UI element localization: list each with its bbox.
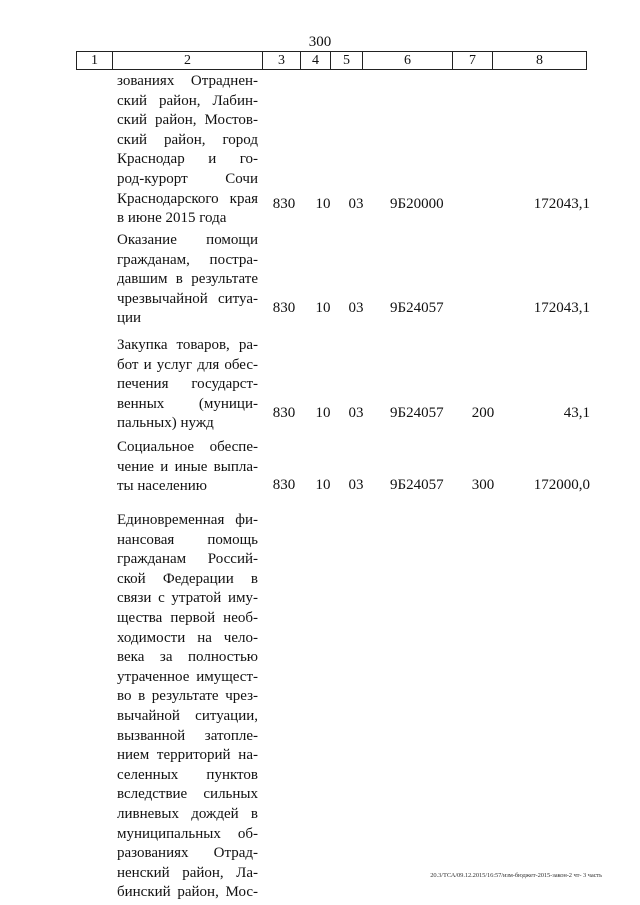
description-line: бинский район, Мос- <box>117 884 258 901</box>
cell-expense-type: 300 <box>471 477 495 493</box>
col-header-1: 1 <box>77 52 113 70</box>
description-line: Закупка товаров, ра- <box>117 337 258 353</box>
page-number: 300 <box>308 34 332 50</box>
description-line: во в результате чрез- <box>117 688 258 705</box>
cell-expense-type: 200 <box>471 405 495 421</box>
col-header-6: 6 <box>363 52 453 70</box>
cell-ministry: 830 <box>272 477 296 493</box>
description-line: гражданам Россий- <box>117 551 258 568</box>
description-line: вычайной ситуации, <box>117 707 258 724</box>
description-line: Краснодар и го- <box>117 151 258 168</box>
description-line: чение и иные выпла- <box>117 458 258 475</box>
cell-ministry: 830 <box>272 196 296 212</box>
cell-section: 10 <box>315 477 331 493</box>
description-line: зованиях Отраднен- <box>117 73 258 89</box>
cell-ministry: 830 <box>272 300 296 316</box>
col-header-3: 3 <box>263 52 301 70</box>
cell-ministry: 830 <box>272 405 296 421</box>
document-footer: 20.3/ТСА/09.12.2015/16:57/изм-бюджет-2015-закон-2 чт- 3 часть <box>430 872 602 879</box>
description-line: вследствие сильных <box>117 786 258 803</box>
cell-section: 10 <box>315 196 331 212</box>
description-line: связи с утратой иму- <box>117 590 258 607</box>
description-line: века за полностью <box>117 649 258 666</box>
cell-section: 10 <box>315 300 331 316</box>
description-line: ливневых дождей в <box>117 805 258 822</box>
row-description <box>117 231 258 329</box>
row-description <box>117 72 258 229</box>
cell-target-code: 9Б24057 <box>390 477 444 493</box>
description-line: бот и услуг для обес- <box>117 356 258 373</box>
description-line: давшим в результате <box>117 271 258 288</box>
description-line: ции <box>117 310 142 327</box>
cell-subsection: 03 <box>348 300 364 316</box>
description-line: Социальное обеспе- <box>117 439 258 455</box>
description-line: ской Федерации в <box>117 570 258 587</box>
description-line: ты населению <box>117 478 207 495</box>
cell-subsection: 03 <box>348 405 364 421</box>
description-line: муниципальных об- <box>117 825 258 842</box>
row-description <box>117 336 258 434</box>
description-line: нием территорий на- <box>117 747 258 764</box>
description-line: нансовая помощь <box>117 531 258 548</box>
description-line: пальных) нужд <box>117 415 214 432</box>
description-line: род-курорт Сочи <box>117 170 258 187</box>
cell-target-code: 9Б24057 <box>390 405 444 421</box>
description-line: чрезвычайной ситуа- <box>117 290 258 307</box>
row-description <box>117 438 258 497</box>
description-line: разованиях Отрад- <box>117 845 258 862</box>
cell-section: 10 <box>315 405 331 421</box>
col-header-4: 4 <box>301 52 331 70</box>
description-line: селенных пунктов <box>117 766 258 783</box>
col-header-2: 2 <box>113 52 263 70</box>
description-line: вызванной затопле- <box>117 727 258 744</box>
cell-amount: 172043,1 <box>533 300 590 316</box>
description-line: щества первой необ- <box>117 609 258 626</box>
description-line: ский район, город <box>117 131 258 148</box>
description-line: утраченное имущест- <box>117 668 258 685</box>
description-line: ский район, Мостов- <box>117 112 258 129</box>
description-line: венных (муници- <box>117 395 258 412</box>
cell-amount: 43,1 <box>563 405 590 421</box>
col-header-7: 7 <box>453 52 493 70</box>
cell-amount: 172043,1 <box>533 196 590 212</box>
description-line: гражданам, постра- <box>117 251 258 268</box>
cell-target-code: 9Б24057 <box>390 300 444 316</box>
row-description <box>117 511 258 903</box>
description-line: ненский район, Ла- <box>117 864 258 881</box>
col-header-5: 5 <box>331 52 363 70</box>
description-line: Краснодарского края <box>117 190 258 207</box>
description-line: Оказание помощи <box>117 232 258 248</box>
cell-target-code: 9Б20000 <box>390 196 444 212</box>
column-header-row <box>76 51 587 70</box>
description-line: ходимости на чело- <box>117 629 258 646</box>
description-line: печения государст- <box>117 376 258 393</box>
col-header-8: 8 <box>493 52 587 70</box>
cell-subsection: 03 <box>348 196 364 212</box>
description-line: в июне 2015 года <box>117 210 227 227</box>
description-line: ский район, Лабин- <box>117 92 258 109</box>
cell-subsection: 03 <box>348 477 364 493</box>
cell-amount: 172000,0 <box>533 477 590 493</box>
description-line: Единовременная фи- <box>117 512 258 528</box>
